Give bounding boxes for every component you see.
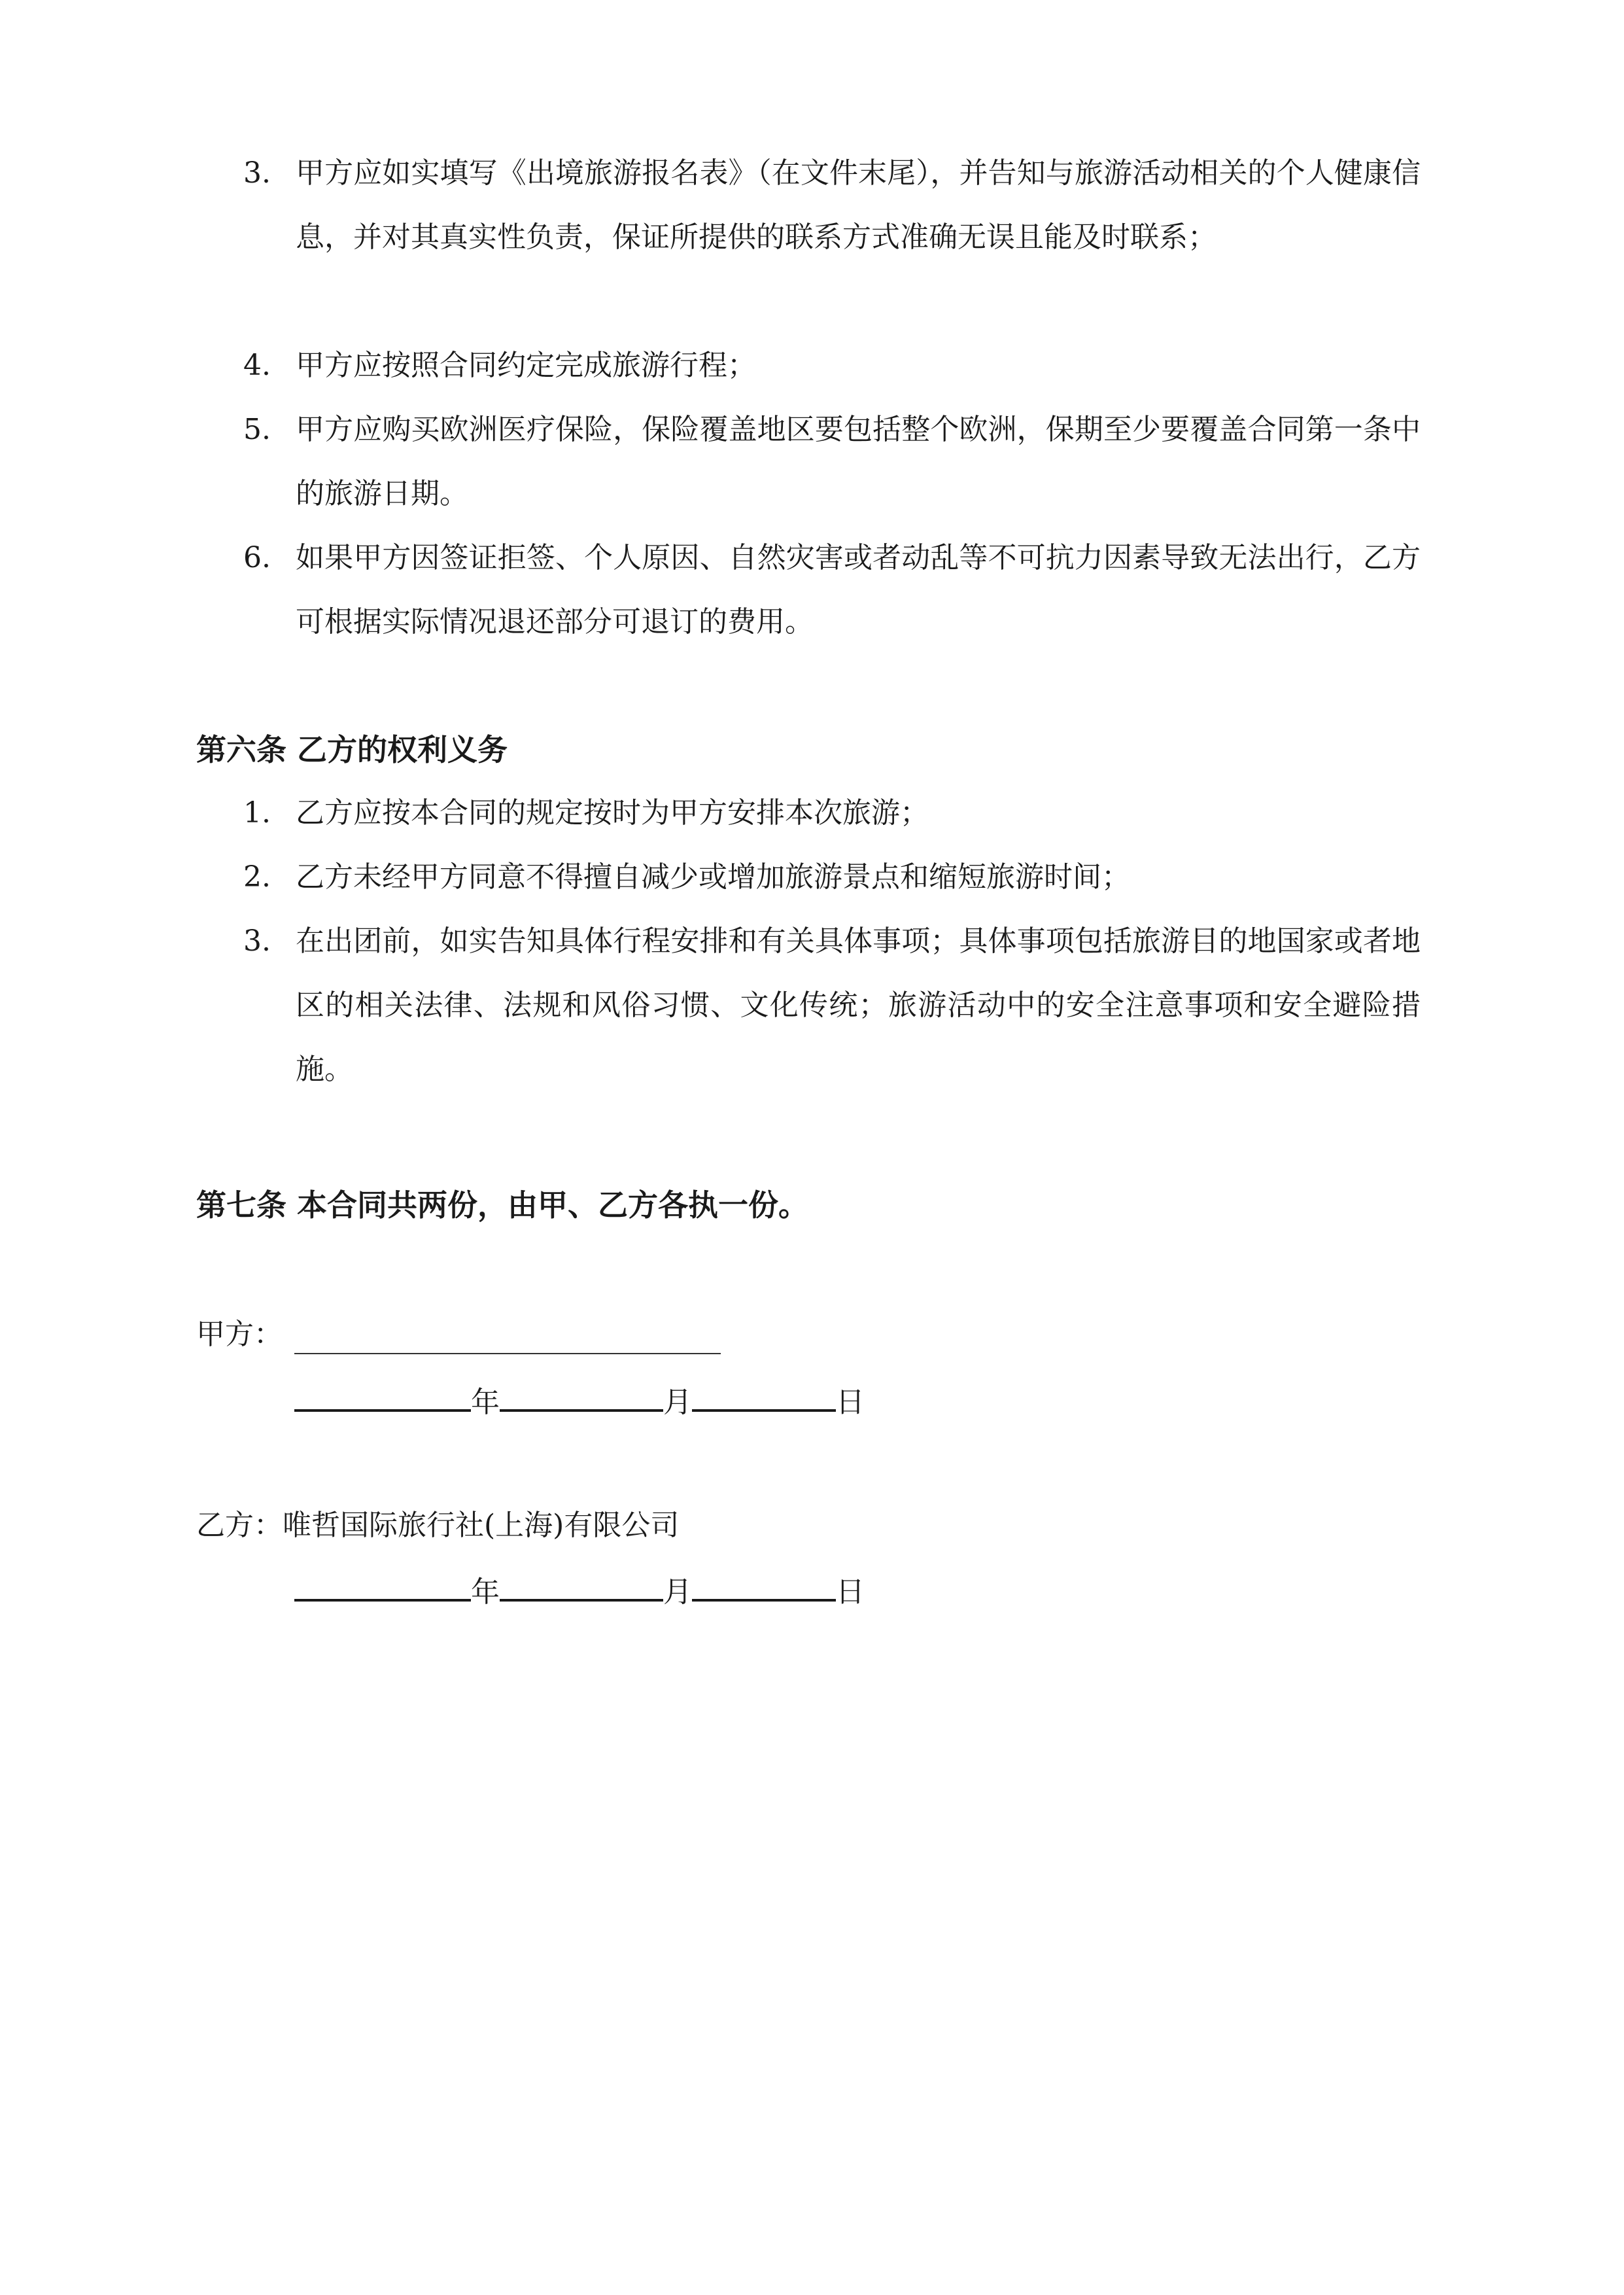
party-a-day-blank[interactable]	[692, 1380, 836, 1412]
party-a-label: 甲方：	[196, 1318, 283, 1351]
party-a-month-blank[interactable]	[500, 1380, 663, 1412]
party-b-label: 乙方：	[196, 1509, 283, 1542]
section5-item-6	[243, 526, 1421, 654]
party-b-month-blank[interactable]	[500, 1570, 663, 1602]
day-label: 日	[836, 1386, 865, 1419]
item-text: 甲方应购买欧洲医疗保险，保险覆盖地区要包括整个欧洲，保期至少要覆盖合同第一条中的旅游日期。	[296, 413, 1421, 510]
item-text: 甲方应按照合同约定完成旅游行程；	[296, 349, 756, 382]
item-number: 1.	[243, 796, 271, 830]
section7-heading: 第七条 本合同共两份，由甲、乙方各执一份。	[196, 1187, 809, 1223]
party-a-date-row	[294, 1380, 865, 1422]
party-a-year-blank[interactable]	[294, 1380, 471, 1412]
section6-item-1	[243, 781, 1421, 845]
item-number: 3.	[243, 924, 271, 958]
section5-item-5	[243, 398, 1421, 526]
party-b-year-blank[interactable]	[294, 1570, 471, 1602]
item-number: 6.	[243, 541, 271, 574]
section6-item-3	[243, 909, 1421, 1102]
section5-item-4	[243, 334, 1421, 398]
year-label: 年	[471, 1575, 500, 1609]
item-text: 甲方应如实填写《出境旅游报名表》（在文件末尾），并告知与旅游活动相关的个人健康信息，并对其真实性负责，保证所提供的联系方式准确无误且能及时联系；	[296, 156, 1421, 254]
item-number: 3.	[243, 156, 271, 190]
party-b-date-row	[294, 1570, 865, 1612]
item-text: 如果甲方因签证拒签、个人原因、自然灾害或者动乱等不可抗力因素导致无法出行，乙方可根据实际情况退还部分可退订的费用。	[296, 541, 1421, 639]
item-text: 乙方未经甲方同意不得擅自减少或增加旅游景点和缩短旅游时间；	[296, 860, 1130, 894]
day-label: 日	[836, 1575, 865, 1609]
party-a-signature-line[interactable]	[294, 1353, 721, 1354]
section5-item-3	[243, 141, 1421, 270]
section6-item-2	[243, 845, 1421, 909]
item-number: 5.	[243, 413, 271, 446]
year-label: 年	[471, 1386, 500, 1419]
item-number: 2.	[243, 860, 271, 894]
month-label: 月	[663, 1575, 692, 1609]
party-b-day-blank[interactable]	[692, 1570, 836, 1602]
item-number: 4.	[243, 349, 271, 382]
item-text: 在出团前，如实告知具体行程安排和有关具体事项；具体事项包括旅游目的地国家或者地区的相关法律、法规和风俗习惯、文化传统；旅游活动中的安全注意事项和安全避险措施。	[296, 924, 1421, 1086]
month-label: 月	[663, 1386, 692, 1419]
party-b-line	[196, 1506, 679, 1545]
section6-heading: 第六条 乙方的权利义务	[196, 732, 508, 767]
item-text: 乙方应按本合同的规定按时为甲方安排本次旅游；	[296, 796, 929, 830]
party-b-company-name: 唯哲国际旅行社(上海)有限公司	[283, 1509, 680, 1542]
